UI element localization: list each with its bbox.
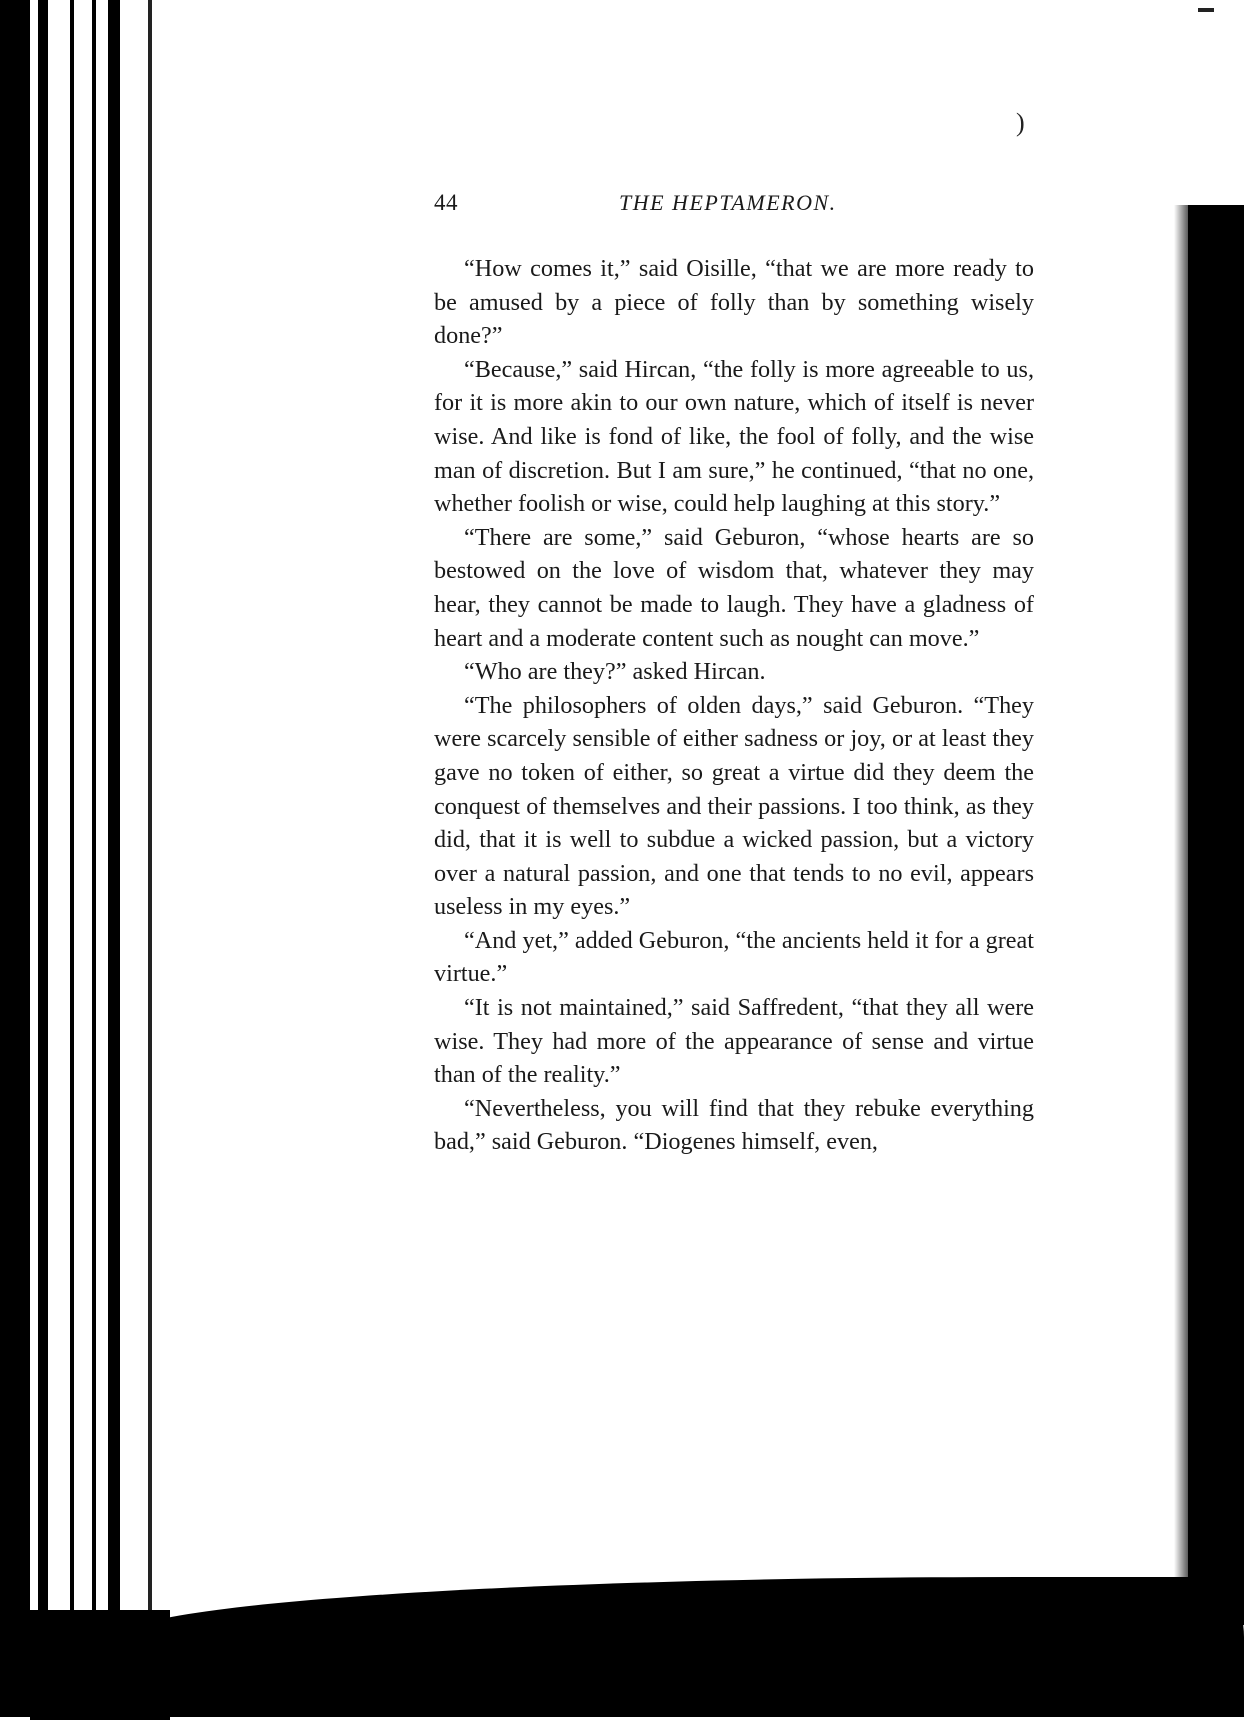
paragraph: “How comes it,” said Oisille, “that we are more ready to be amused by a piece of folly than by something wisely done?”	[434, 255, 1034, 350]
paragraph: “There are some,” said Geburon, “whose hearts are so bestowed on the love of wisdom that, whatever they may hear, they cannot be made to laugh. They have a gladness of heart and a moderate content such as nought can move.”	[434, 523, 1034, 652]
running-head	[434, 190, 1034, 226]
page-number: 44	[434, 190, 458, 215]
paragraph: “Nevertheless, you will find that they rebuke everything bad,” said Geburon. “Diogenes himself, even,	[434, 1094, 1034, 1156]
paragraph: “Because,” said Hircan, “the folly is more agreeable to us, for it is more akin to our own nature, which of itself is never wise. And like is fond of like, the fool of folly, and the wise man of discretion. But I am sure,” he continued, “that no one, whether foolish or wise, could help laughing at this story.”	[434, 355, 1034, 518]
right-page-edge-gradient	[1174, 205, 1188, 1625]
scan-corner-mark	[1198, 8, 1214, 12]
book-title: THE HEPTAMERON.	[619, 190, 837, 215]
stray-mark: )	[1016, 108, 1025, 137]
paragraph: “It is not maintained,” said Saffredent, “that they all were wise. They had more of the appearance of sense and virtue than of the reality.”	[434, 994, 1034, 1089]
book-page	[434, 190, 1034, 1159]
paragraph: “The philosophers of olden days,” said Geburon. “They were scarcely sensible of either sadness or joy, or at least they gave no token of either, so great a virtue did they deem the conquest of themselves and their passions. I too think, as they did, that it is well to subdue a wicked passion, but a victory over a natural passion, and one that tends to no evil, appears useless in my eyes.”	[434, 691, 1034, 921]
scan-bottom-shadow	[0, 1637, 1244, 1717]
paragraph: “And yet,” added Geburon, “the ancients held it for a great virtue.”	[434, 926, 1034, 988]
binding-shadow-left	[0, 0, 30, 1717]
binding-edge	[30, 0, 170, 1717]
right-page-edge-shadow	[1188, 205, 1244, 1625]
body-text	[434, 252, 1034, 1159]
paragraph: “Who are they?” asked Hircan.	[464, 658, 766, 686]
